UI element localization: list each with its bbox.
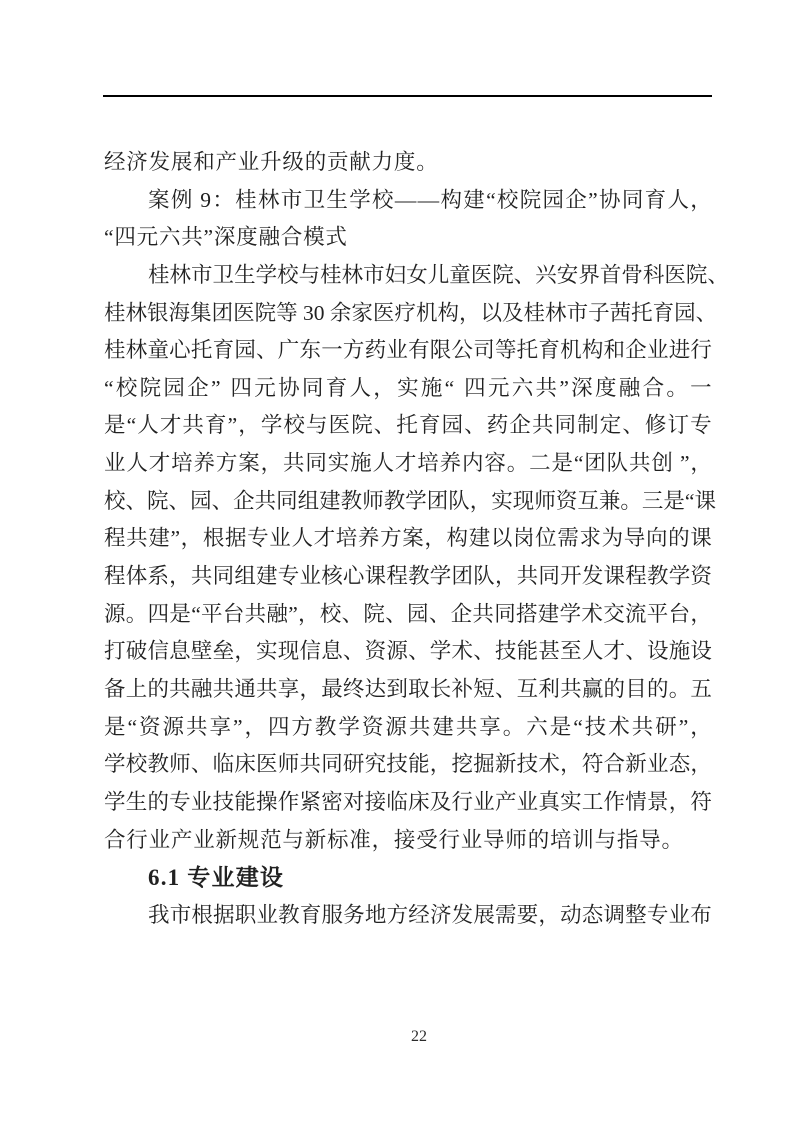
case-title-line: “四元六共”深度融合模式 xyxy=(104,225,348,250)
body-line: 我 市 根 据 职 业 教 育 服 务 地 方 经 济 发 展 需 要 ， 动 态 调 整 专 业 布 xyxy=(148,902,712,927)
page-number: 22 xyxy=(411,1028,427,1045)
case-title-line: 案 例 9 ： 桂 林 市 卫 生 学 校 — — 构 建 “ 校 院 园 企 ” 协 同 育 人 ， xyxy=(148,187,712,212)
body-line: 是 “ 人 才 共 育 ” ， 学 校 与 医 院 、 托 育 园 、 药 企 共 同 制 定 、 修 订 专 xyxy=(104,413,712,438)
body-line: 程 体 系 ， 共 同 组 建 专 业 核 心 课 程 教 学 团 队 ， 共 同 开 发 课 程 教 学 资 xyxy=(104,564,712,589)
body-line: 桂 林 市 卫 生 学 校 与 桂 林 市 妇 女 儿 童 医 院 、 兴 安 界 首 骨 科 医 院 、 xyxy=(148,262,729,287)
body-line: 是 “ 资 源 共 享 ” ， 四 方 教 学 资 源 共 建 共 享 。 六 是 “ 技 术 共 研 ” ， xyxy=(104,714,712,739)
body-line: 业 人 才 培 养 方 案 ， 共 同 实 施 人 才 培 养 内 容 。 二 是 “ 团 队 共 创 ” ， xyxy=(104,451,712,476)
body-line: 桂 林 童 心 托 育 园 、 广 东 一 方 药 业 有 限 公 司 等 托 育 机 构 和 企 业 进 行 xyxy=(104,338,712,363)
header-divider xyxy=(103,95,712,97)
body-line: 打 破 信 息 壁 垒 ， 实 现 信 息 、 资 源 、 学 术 、 技 能 甚 至 人 才 、 设 施 设 xyxy=(104,639,712,664)
body-line: 源 。 四 是 “ 平 台 共 融 ” ， 校 、 院 、 园 、 企 共 同 搭 建 学 术 交 流 平 台 ， xyxy=(104,601,712,626)
body-line: 备 上 的 共 融 共 通 共 享 ， 最 终 达 到 取 长 补 短 、 互 利 共 赢 的 目 的 。 五 xyxy=(104,676,712,701)
body-line: 程 共 建 ” ， 根 据 专 业 人 才 培 养 方 案 ， 构 建 以 岗 位 需 求 为 导 向 的 课 xyxy=(104,526,712,551)
body-line: 学 生 的 专 业 技 能 操 作 紧 密 对 接 临 床 及 行 业 产 业 真 实 工 作 情 景 ， 符 xyxy=(104,789,712,814)
body-line: 校 、 院 、 园 、 企 共 同 组 建 教 师 教 学 团 队 ， 实 现 师 资 互 兼 。 三 是 “ 课 xyxy=(104,488,716,513)
body-line: “ 校 院 园 企 ” 四 元 协 同 育 人 ， 实 施 “ 四 元 六 共 ” 深 度 融 合 。 一 xyxy=(104,375,712,400)
body-line: 桂 林 银 海 集 团 医 院 等 3 0 余 家 医 疗 机 构 ， 以 及 桂 林 市 子 茜 托 育 园 、 xyxy=(104,300,718,325)
body-line: 合行业产业新规范与新标准，接受行业导师的培训与指导。 xyxy=(104,827,684,852)
section-heading: 6.1 专业建设 xyxy=(148,865,285,891)
body-line: 学 校 教 师 、 临 床 医 师 共 同 研 究 技 能 ， 挖 掘 新 技 术 ， 符 合 新 业 态 ， xyxy=(104,752,712,777)
body-line: 经济发展和产业升级的贡献力度。 xyxy=(104,150,439,174)
document-body xyxy=(104,144,729,934)
